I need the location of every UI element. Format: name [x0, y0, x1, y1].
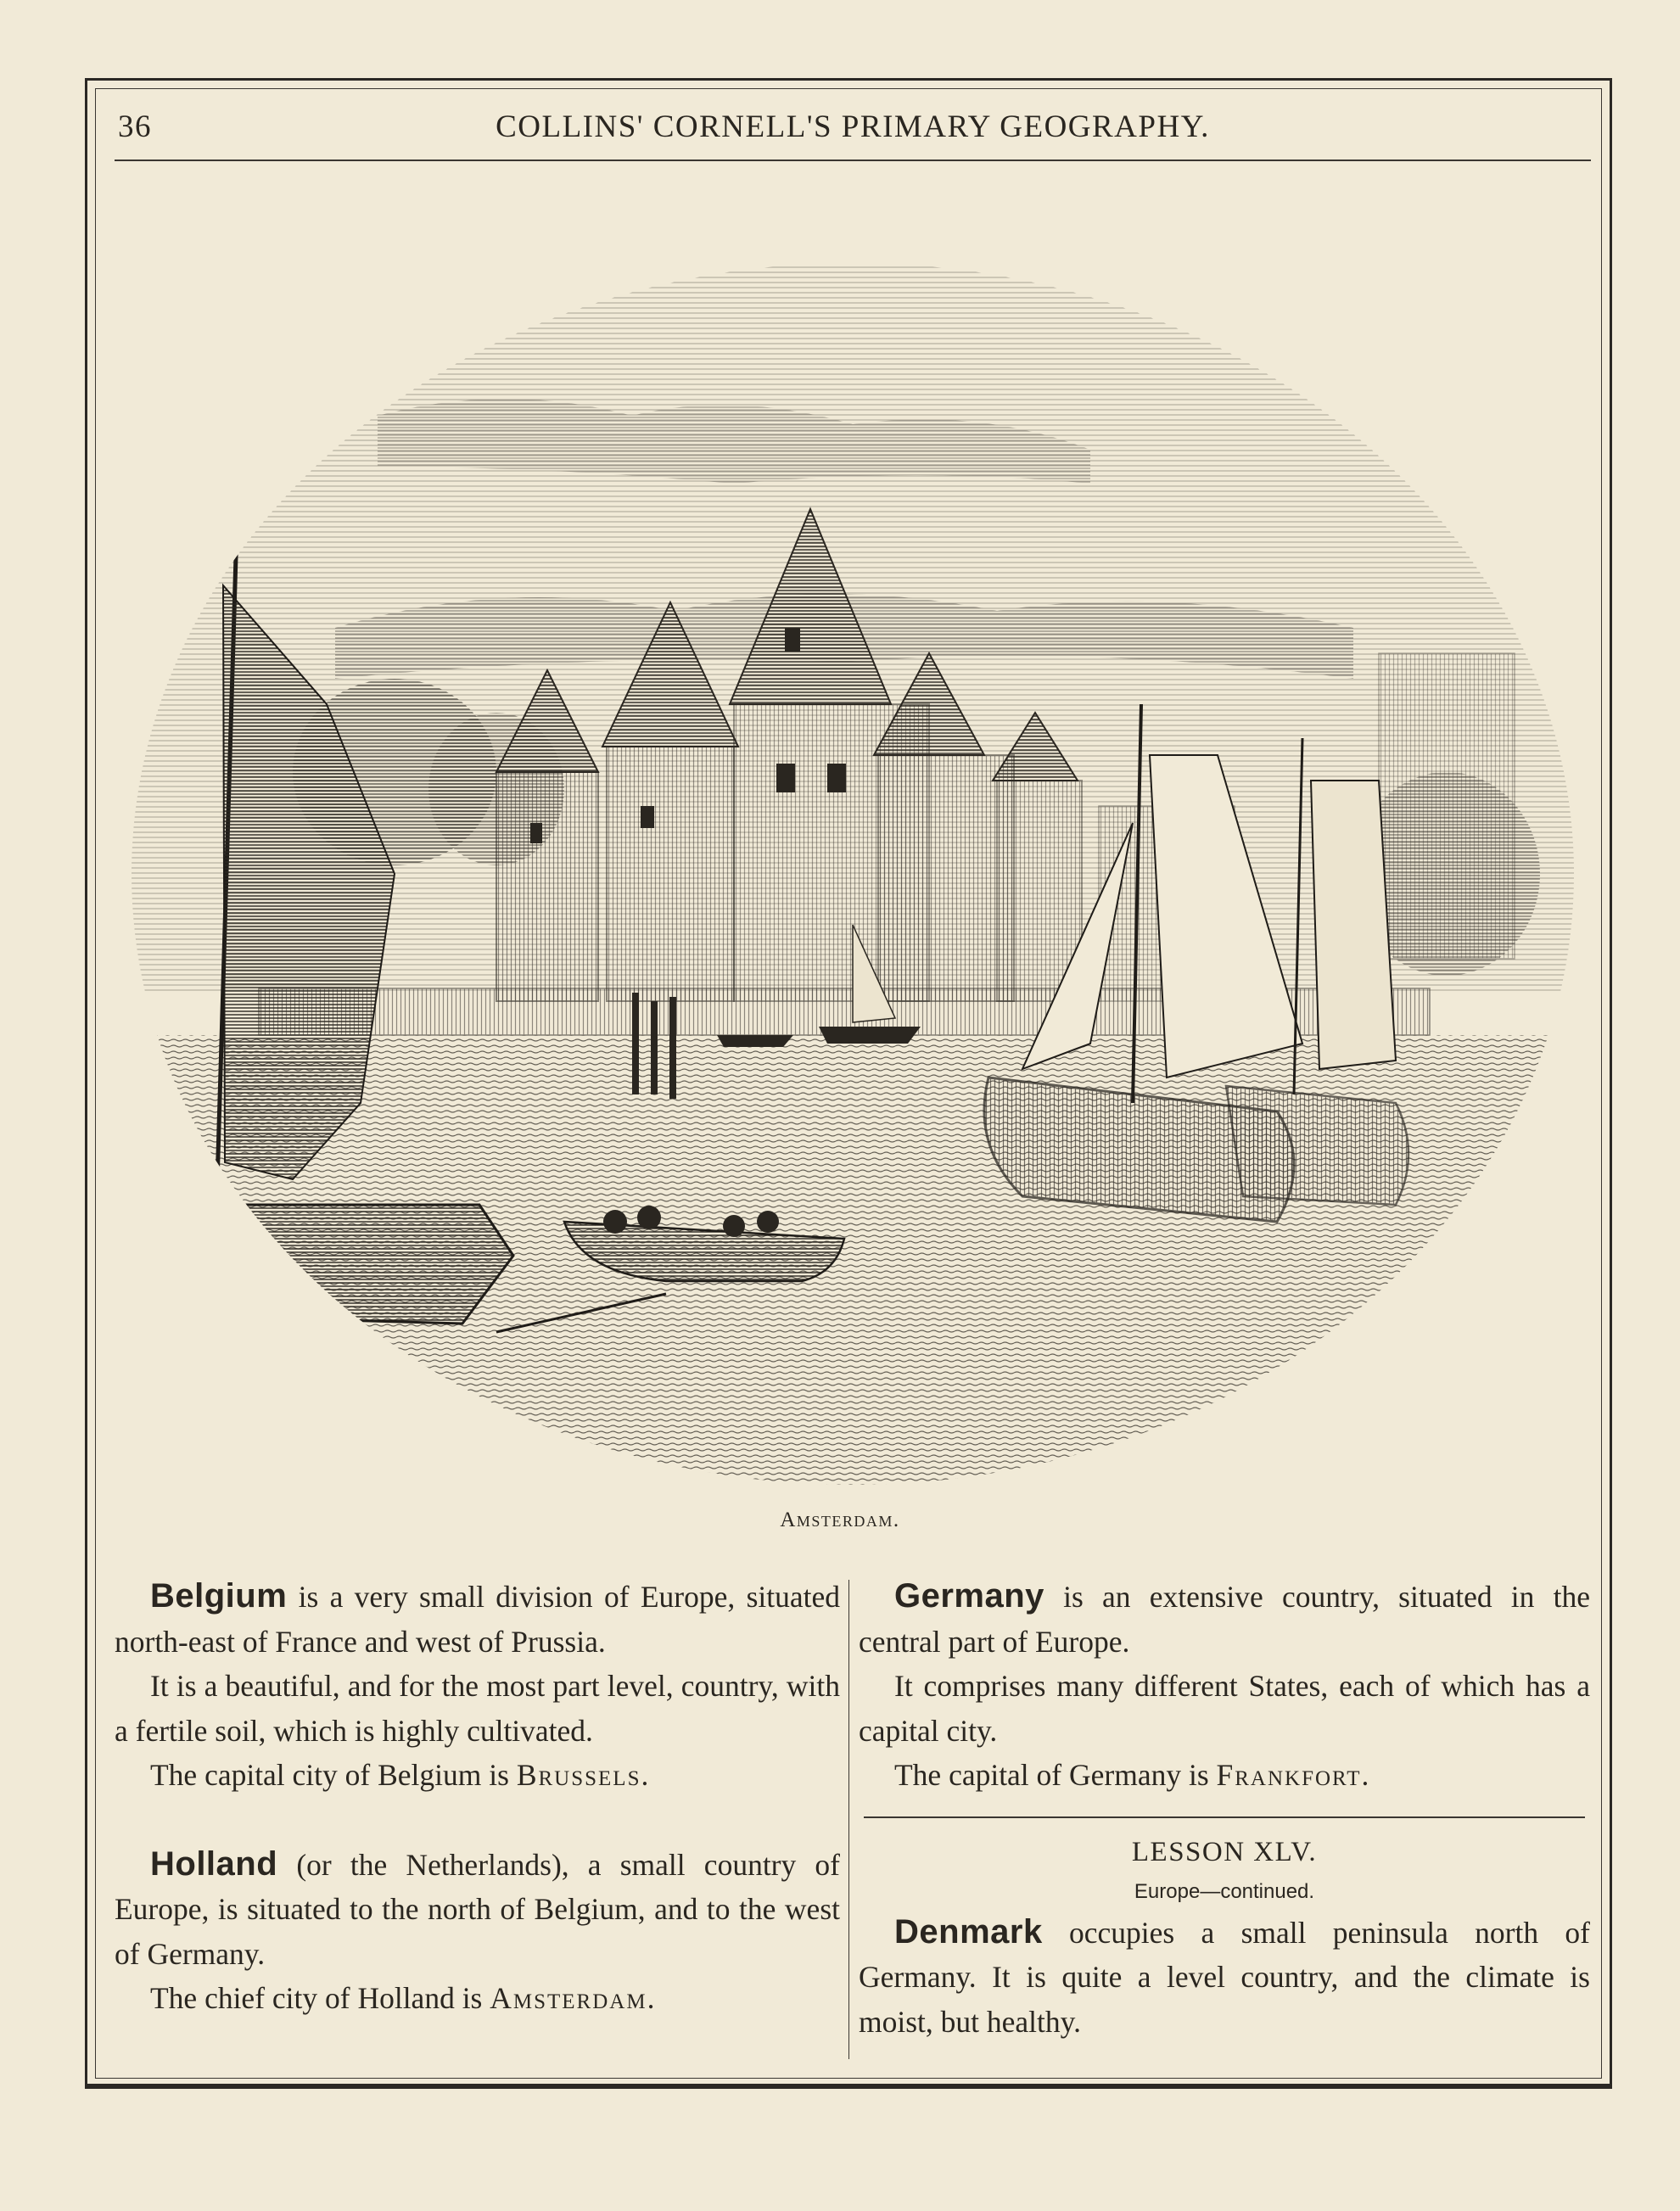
germany-capital-post: .	[1361, 1758, 1369, 1792]
germany-capital-pre: The capital of Germany is	[894, 1758, 1217, 1792]
right-column	[859, 1574, 1590, 2044]
header-rule	[115, 160, 1591, 161]
holland-capital-pre: The chief city of Holland is	[150, 1981, 490, 2015]
belgium-text: is a very small division of Europe, situated north-east of France and west of Prussia.	[115, 1580, 840, 1659]
running-title: COLLINS' CORNELL'S PRIMARY GEOGRAPHY.	[496, 109, 1210, 144]
belgium-paragraph	[115, 1574, 840, 1664]
running-header	[115, 109, 1591, 160]
denmark-term: Denmark	[894, 1912, 1043, 1951]
lesson-subtitle: Europe—continued.	[1134, 1879, 1315, 1903]
holland-text: (or the Netherlands), a small country of Europe, is situated to the north of Belgium, and to the west of Germany.	[115, 1847, 840, 1971]
germany-capital	[859, 1753, 1590, 1798]
lesson-rule	[864, 1816, 1585, 1818]
belgium-capital-pre: The capital city of Belgium is	[150, 1758, 517, 1792]
germany-paragraph-2: It comprises many different States, each of which has a capital city.	[859, 1669, 1590, 1748]
belgium-paragraph-2: It is a beautiful, and for the most part level, country, with a fertile soil, which is highly cultivated.	[115, 1669, 840, 1748]
page-number: 36	[118, 109, 152, 144]
bottom-rule	[85, 2084, 1612, 2086]
left-column	[115, 1574, 840, 2021]
holland-paragraph	[115, 1842, 840, 1977]
illustration-caption: Amsterdam.	[780, 1509, 900, 1531]
germany-term: Germany	[894, 1577, 1044, 1615]
column-divider	[848, 1580, 849, 2059]
holland-capital-name: Amsterdam	[490, 1981, 647, 2015]
holland-capital-post: .	[647, 1981, 655, 2015]
germany-paragraph	[859, 1574, 1590, 1664]
denmark-text: occupies a small peninsula north of Germany. It is quite a level country, and the climate is moist, but healthy.	[859, 1915, 1590, 2039]
belgium-capital	[115, 1753, 840, 1798]
germany-text: is an extensive country, situated in the central part of Europe.	[859, 1580, 1590, 1659]
holland-capital	[115, 1976, 840, 2021]
germany-capital-name: Frankfort	[1216, 1758, 1362, 1792]
holland-term: Holland	[150, 1844, 278, 1883]
belgium-capital-post: .	[641, 1758, 649, 1792]
belgium-term: Belgium	[150, 1577, 288, 1615]
belgium-capital-name: Brussels	[516, 1758, 641, 1792]
lesson-title: LESSON XLV.	[1131, 1836, 1318, 1867]
denmark-paragraph	[859, 1910, 1590, 2045]
amsterdam-engraving	[123, 229, 1582, 1493]
